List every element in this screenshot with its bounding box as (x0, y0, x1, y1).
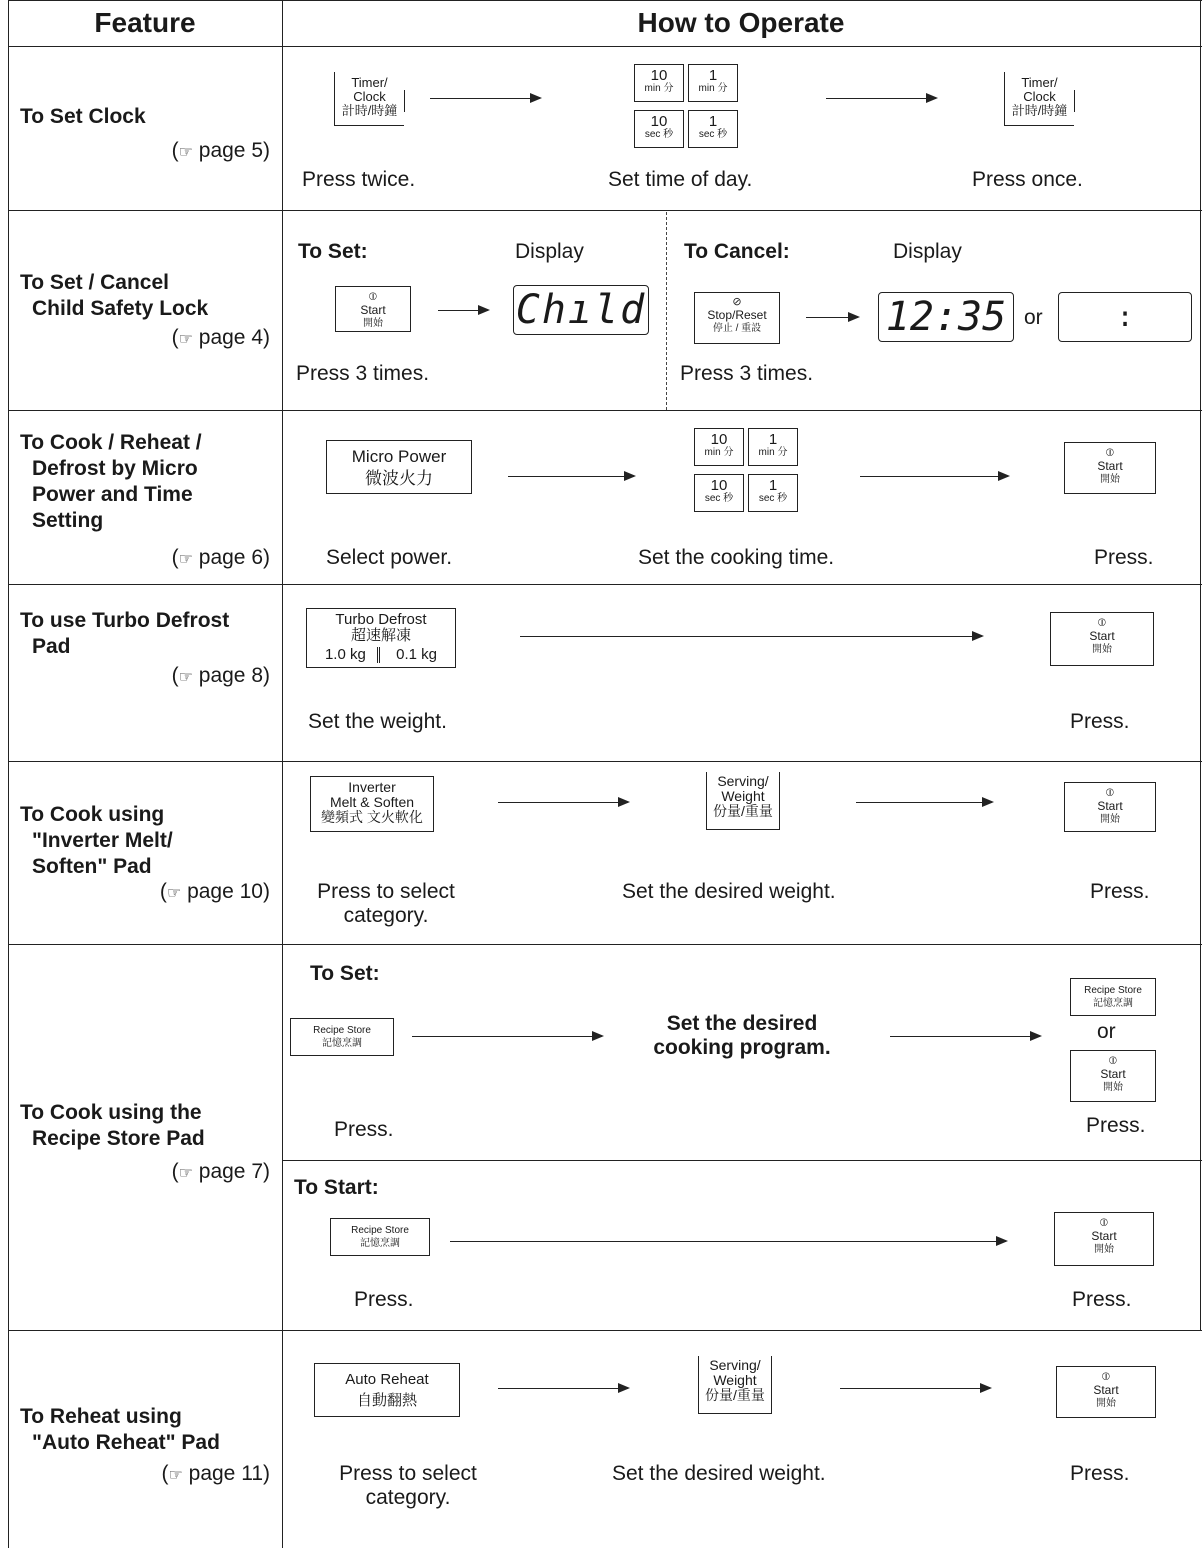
caption: Press. (1070, 1462, 1130, 1485)
row-divider (8, 1330, 1202, 1331)
recipe-store-key[interactable]: Recipe Store 記憶烹調 (290, 1018, 394, 1056)
inverter-melt-soften-key[interactable]: Inverter Melt & Soften 變頻式 文火軟化 (310, 776, 434, 832)
caption: Press 3 times. (680, 362, 814, 385)
time-display: 12:35 (878, 292, 1014, 342)
arrow (438, 310, 488, 311)
start-key[interactable]: ⦶ Start 開始 (1050, 612, 1154, 666)
recipe-store-key[interactable]: Recipe Store 記憶烹調 (330, 1218, 430, 1256)
pointing-hand-icon: ☞ (178, 669, 193, 686)
page-ref: (☞ page 11) (161, 1462, 270, 1485)
page-ref: (☞ page 8) (171, 664, 270, 687)
display-label: Display (515, 240, 584, 263)
caption: Press. (1094, 546, 1154, 569)
caption: Set the weight. (308, 710, 447, 733)
one-min-key[interactable]: 1 min 分 (748, 428, 798, 466)
subrow-divider (282, 1160, 1202, 1161)
one-sec-key[interactable]: 1 sec 秒 (748, 474, 798, 512)
stop-reset-key[interactable]: ⊘ Stop/Reset 停止 / 重設 (694, 292, 780, 344)
ten-sec-key[interactable]: 10 sec 秒 (694, 474, 744, 512)
arrow (412, 1036, 602, 1037)
caption: Press once. (972, 168, 1083, 191)
arrow (826, 98, 936, 99)
time-keypad (634, 64, 740, 150)
dashed-divider (666, 212, 667, 410)
start-key[interactable]: ⦶ Start 開始 (335, 286, 411, 332)
header-how-to-operate: How to Operate (637, 7, 845, 38)
arrow (498, 802, 628, 803)
caption: Set the cooking time. (638, 546, 835, 569)
caption: Press 3 times. (296, 362, 430, 385)
pointing-hand-icon: ☞ (178, 551, 193, 568)
start-key[interactable]: ⦶ Start 開始 (1056, 1366, 1156, 1418)
ten-min-key[interactable]: 10 min 分 (634, 64, 684, 102)
turbo-defrost-key[interactable]: Turbo Defrost 超速解凍 1.0 kg 0.1 kg (306, 608, 456, 668)
weight-1kg-label: 1.0 kg (313, 647, 380, 663)
page-ref: (☞ page 7) (171, 1160, 270, 1183)
timer-clock-key[interactable]: Timer/ Clock 計時/時鐘 (334, 72, 404, 126)
start-key[interactable]: ⦶ Start 開始 (1064, 442, 1156, 494)
feature-set-clock: To Set Clock (20, 105, 146, 128)
arrow (508, 476, 634, 477)
feature-turbo-defrost: To use Turbo Defrost Pad (20, 609, 230, 658)
feature-auto-reheat: To Reheat using "Auto Reheat" Pad (20, 1405, 220, 1454)
set-program-label: Set the desired cooking program. (653, 1012, 831, 1059)
feature-micro-power: To Cook / Reheat / Defrost by Micro Power and Time Setting (20, 431, 202, 532)
row-divider (8, 944, 1202, 945)
to-start-label: To Start: (294, 1176, 379, 1199)
recipe-store-key[interactable]: Recipe Store 記憶烹調 (1070, 978, 1156, 1016)
pointing-hand-icon: ☞ (178, 331, 193, 348)
page-ref: (☞ page 6) (171, 546, 270, 569)
row-divider (8, 761, 1202, 762)
feature-inverter-melt: To Cook using "Inverter Melt/ Soften" Pad (20, 803, 173, 878)
caption: Select power. (326, 546, 453, 569)
or-label: or (1024, 306, 1043, 329)
to-set-label: To Set: (298, 240, 368, 263)
to-set-label: To Set: (310, 962, 380, 985)
or-label: or (1097, 1020, 1116, 1043)
caption: Press twice. (302, 168, 416, 191)
table-left-border (8, 0, 9, 1548)
arrow (890, 1036, 1040, 1037)
table-right-border (1200, 0, 1201, 1330)
arrow (806, 317, 858, 318)
caption: Press. (1070, 710, 1130, 733)
page-ref: (☞ page 4) (171, 326, 270, 349)
ten-sec-key[interactable]: 10 sec 秒 (634, 110, 684, 148)
arrow (520, 636, 982, 637)
row-divider (8, 584, 1202, 585)
blank-display: : (1058, 292, 1192, 342)
caption: Press to select category. (339, 1462, 477, 1509)
caption: Set time of day. (608, 168, 753, 191)
feature-child-lock: To Set / Cancel Child Safety Lock (20, 271, 209, 320)
pointing-hand-icon: ☞ (178, 144, 193, 161)
column-divider (282, 0, 283, 1548)
micro-power-key[interactable]: Micro Power 微波火力 (326, 440, 472, 494)
one-sec-key[interactable]: 1 sec 秒 (688, 110, 738, 148)
display-label: Display (893, 240, 962, 263)
weight-01kg-label: 0.1 kg (396, 646, 438, 663)
caption: Press. (1086, 1114, 1146, 1137)
caption: Set the desired weight. (622, 880, 836, 903)
arrow (498, 1388, 628, 1389)
caption: Set the desired weight. (612, 1462, 826, 1485)
arrow (450, 1241, 1006, 1242)
arrow (856, 802, 992, 803)
header-divider (8, 46, 1202, 47)
row-divider (8, 410, 1202, 411)
pointing-hand-icon: ☞ (168, 1467, 183, 1484)
caption: Press. (334, 1118, 394, 1141)
pointing-hand-icon: ☞ (178, 1165, 193, 1182)
arrow (860, 476, 1008, 477)
serving-weight-key[interactable]: Serving/ Weight 份量/重量 (698, 1356, 772, 1414)
time-keypad (694, 428, 800, 514)
caption: Press to select category. (317, 880, 455, 927)
arrow (840, 1388, 990, 1389)
timer-clock-key[interactable]: Timer/ Clock 計時/時鐘 (1004, 72, 1074, 126)
ten-min-key[interactable]: 10 min 分 (694, 428, 744, 466)
auto-reheat-key[interactable]: Auto Reheat 自動翻熱 (314, 1363, 460, 1417)
child-display: Chıld (513, 285, 649, 335)
start-key[interactable]: ⦶ Start 開始 (1054, 1212, 1154, 1266)
row-divider (8, 210, 1202, 211)
feature-recipe-store: To Cook using the Recipe Store Pad (20, 1101, 205, 1150)
pointing-hand-icon: ☞ (166, 885, 182, 902)
to-cancel-label: To Cancel: (684, 240, 790, 263)
caption: Press. (1072, 1288, 1132, 1311)
start-key[interactable]: ⦶ Start 開始 (1070, 1050, 1156, 1102)
one-min-key[interactable]: 1 min 分 (688, 64, 738, 102)
page-ref: (☞ page 5) (171, 139, 270, 162)
page-ref: (☞ page 10) (159, 880, 270, 903)
caption: Press. (1090, 880, 1150, 903)
start-key[interactable]: ⦶ Start 開始 (1064, 782, 1156, 832)
arrow (430, 98, 540, 99)
caption: Press. (354, 1288, 414, 1311)
header-feature: Feature (94, 7, 196, 38)
serving-weight-key[interactable]: Serving/ Weight 份量/重量 (706, 772, 780, 830)
